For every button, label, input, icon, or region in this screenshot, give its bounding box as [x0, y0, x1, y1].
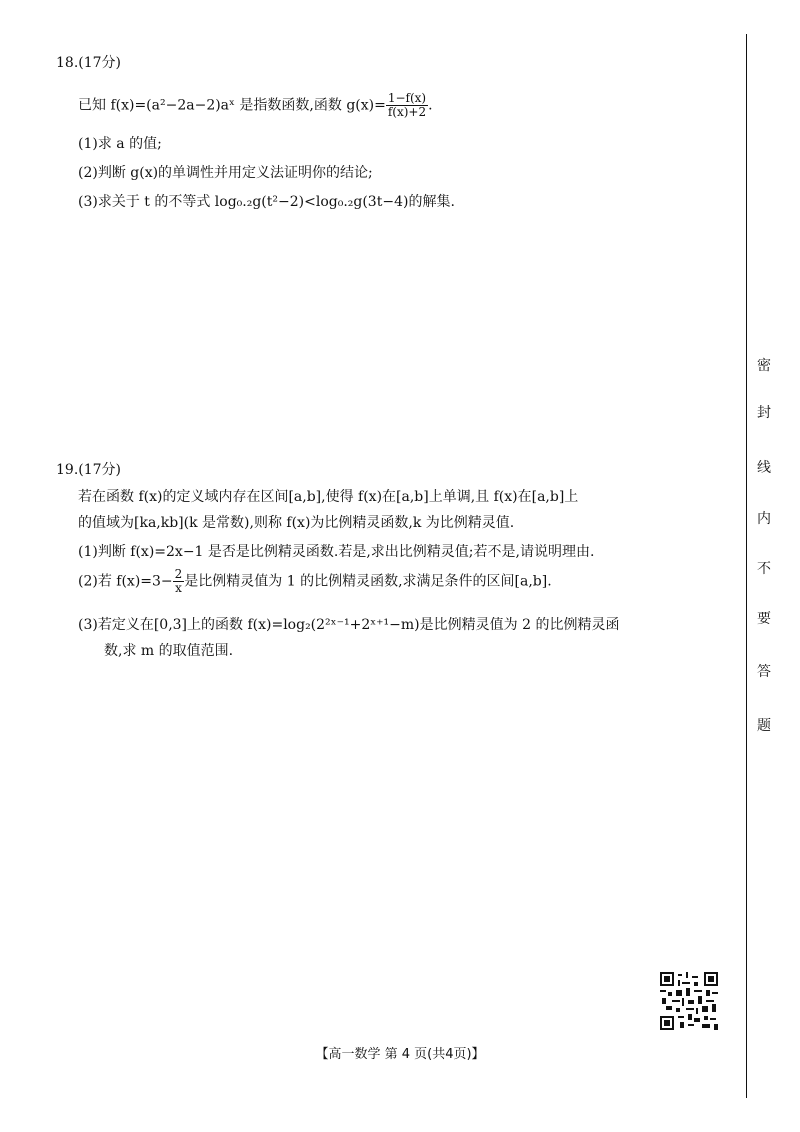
- seal-char: 密: [757, 358, 771, 374]
- seal-char: 答: [757, 664, 771, 680]
- q18-frac-denominator: f(x)+2: [387, 105, 427, 119]
- q18-fraction: [386, 92, 428, 119]
- q19-part3-line1: (3)若定义在[0,3]上的函数 f(x)=log₂(2²ˣ⁻¹+2ˣ⁺¹−m)是比例精灵值为 2 的比例精灵函: [78, 617, 620, 633]
- seal-char: 要: [757, 611, 771, 627]
- q19-intro-line1: 若在函数 f(x)的定义域内存在区间[a,b],使得 f(x)在[a,b]上单调,且 f(x)在[a,b]上: [78, 489, 579, 505]
- seal-char: 线: [757, 460, 771, 476]
- q19-part2: [78, 568, 552, 595]
- q19-fraction: [173, 568, 185, 595]
- q19-frac-denominator: x: [175, 581, 182, 595]
- q18-part3: (3)求关于 t 的不等式 log₀.₂g(t²−2)<log₀.₂g(3t−4)的解集.: [78, 194, 455, 210]
- seal-char: 不: [757, 561, 771, 577]
- qr-code-icon: [660, 972, 718, 1030]
- seal-line: [746, 34, 747, 1098]
- q18-part2: (2)判断 g(x)的单调性并用定义法证明你的结论;: [78, 165, 373, 181]
- q19-part2-tail: 是比例精灵值为 1 的比例精灵函数,求满足条件的区间[a,b].: [184, 573, 552, 590]
- q19-frac-numerator: 2: [174, 567, 183, 581]
- q18-frac-numerator: 1−f(x): [387, 91, 427, 105]
- q18-part1: (1)求 a 的值;: [78, 136, 162, 152]
- page-footer: 【高一数学 第 4 页(共4页)】: [315, 1047, 485, 1062]
- seal-char: 内: [757, 511, 771, 527]
- q19-part3-line2: 数,求 m 的取值范围.: [104, 643, 234, 659]
- q19-intro-line2: 的值域为[ka,kb](k 是常数),则称 f(x)为比例精灵函数,k 为比例精灵值.: [78, 515, 515, 531]
- q19-title: 19.(17分): [56, 462, 122, 478]
- q18-intro: [78, 92, 433, 119]
- seal-char: 题: [757, 718, 771, 734]
- q19-part1: (1)判断 f(x)=2x−1 是否是比例精灵函数.若是,求出比例精灵值;若不是,请说明理由.: [78, 544, 595, 560]
- q18-title: 18.(17分): [56, 55, 122, 71]
- seal-char: 封: [757, 405, 771, 421]
- q18-intro-end: .: [428, 97, 433, 114]
- q19-part2-text: (2)若 f(x)=3−: [78, 573, 173, 590]
- q18-intro-text: 已知 f(x)=(a²−2a−2)aˣ 是指数函数,函数 g(x)=: [78, 97, 386, 114]
